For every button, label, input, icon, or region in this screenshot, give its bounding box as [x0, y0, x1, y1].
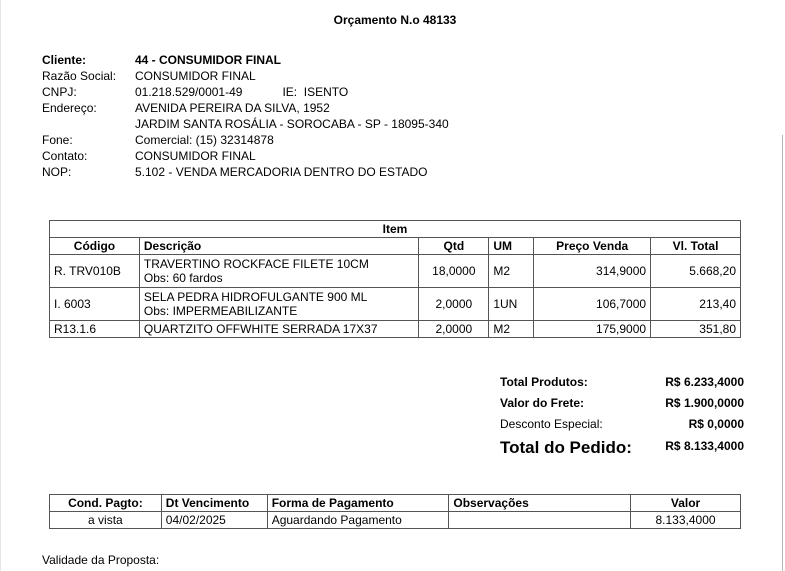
- fone-value: Comercial: (15) 32314878: [135, 133, 274, 147]
- contato-value: CONSUMIDOR FINAL: [135, 149, 256, 163]
- forma-pagamento-header: Forma de Pagamento: [267, 495, 449, 512]
- item-codigo: R. TRV010B: [50, 255, 140, 288]
- col-descricao-header: Descrição: [139, 238, 419, 255]
- item-qtd: 2,0000: [419, 288, 489, 321]
- cliente-label: Cliente:: [42, 53, 87, 67]
- valor-frete-row: [500, 393, 744, 414]
- item-qtd: 18,0000: [419, 255, 489, 288]
- observacoes-header: Observações: [449, 495, 631, 512]
- nop-row: [42, 164, 449, 180]
- totals-block: [500, 372, 744, 461]
- fone-row: [42, 132, 449, 148]
- table-row: [50, 288, 741, 321]
- item-preco: 314,9000: [534, 255, 651, 288]
- cnpj-label: CNPJ:: [42, 85, 77, 99]
- desconto-row: [500, 414, 744, 435]
- item-obs: Obs: 60 fardos: [143, 271, 223, 285]
- nop-label: NOP:: [42, 165, 72, 179]
- col-total-header: Vl. Total: [651, 238, 741, 255]
- razao-label: Razão Social:: [42, 69, 117, 83]
- total-pedido-value: R$ 8.133,4000: [665, 439, 744, 453]
- endereco-label: Endereço:: [42, 101, 97, 115]
- cliente-row: [42, 52, 449, 68]
- item-preco: 106,7000: [534, 288, 651, 321]
- pay-venc: 04/02/2025: [161, 512, 267, 529]
- item-preco: 175,9000: [534, 321, 651, 338]
- items-table: [49, 220, 741, 338]
- vertical-scrollbar[interactable]: [782, 135, 783, 571]
- item-descricao: [139, 288, 419, 321]
- cond-pagto-header: Cond. Pagto:: [50, 495, 162, 512]
- endereco-row: [42, 100, 449, 116]
- item-total: 213,40: [651, 288, 741, 321]
- ie-value: ISENTO: [303, 85, 349, 99]
- item-um: M2: [489, 321, 534, 338]
- item-total: 5.668,20: [651, 255, 741, 288]
- total-pedido-label: Total do Pedido:: [500, 438, 632, 457]
- desconto-value: R$ 0,0000: [688, 417, 744, 431]
- validade-label: Validade da Proposta:: [42, 553, 160, 567]
- valor-frete-label: Valor do Frete:: [500, 396, 585, 410]
- ie-label: IE:: [282, 85, 298, 99]
- item-um: 1UN: [489, 288, 534, 321]
- razao-value: CONSUMIDOR FINAL: [135, 69, 256, 83]
- col-preco-header: Preço Venda: [534, 238, 651, 255]
- col-codigo-header: Código: [50, 238, 140, 255]
- payment-table: [49, 494, 741, 529]
- item-descricao: QUARTZITO OFFWHITE SERRADA 17X37: [139, 321, 419, 338]
- endereco-row-2: [42, 116, 449, 132]
- cliente-value: 44 - CONSUMIDOR FINAL: [135, 53, 282, 67]
- item-codigo: R13.1.6: [50, 321, 140, 338]
- valor-frete-value: R$ 1.900,0000: [665, 396, 744, 410]
- nop-value: 5.102 - VENDA MERCADORIA DENTRO DO ESTADO: [135, 165, 428, 179]
- contato-label: Contato:: [42, 149, 88, 163]
- razao-row: [42, 68, 449, 84]
- cnpj-row: [42, 84, 449, 100]
- col-um-header: UM: [489, 238, 534, 255]
- table-row: [50, 255, 741, 288]
- item-um: M2: [489, 255, 534, 288]
- item-descricao: [139, 255, 419, 288]
- client-info: [42, 52, 449, 180]
- item-descricao-text: TRAVERTINO ROCKFACE FILETE 10CM: [143, 257, 369, 271]
- col-qtd-header: Qtd: [419, 238, 489, 255]
- item-obs: Obs: IMPERMEABILIZANTE: [143, 304, 298, 318]
- fone-label: Fone:: [42, 133, 73, 147]
- endereco-line2: JARDIM SANTA ROSÁLIA - SOROCABA - SP - 18095-340: [135, 117, 449, 131]
- total-produtos-label: Total Produtos:: [500, 375, 588, 389]
- document-title: Orçamento N.o 48133: [333, 13, 457, 27]
- pay-valor: 8.133,4000: [631, 512, 741, 529]
- items-caption: Item: [50, 221, 741, 238]
- page-left-edge: [0, 0, 1, 571]
- item-codigo: I. 6003: [50, 288, 140, 321]
- item-total: 351,80: [651, 321, 741, 338]
- valor-header: Valor: [631, 495, 741, 512]
- table-row: [50, 321, 741, 338]
- desconto-label: Desconto Especial:: [500, 417, 603, 431]
- pay-cond: a vista: [50, 512, 162, 529]
- item-qtd: 2,0000: [419, 321, 489, 338]
- total-produtos-row: [500, 372, 744, 393]
- contato-row: [42, 148, 449, 164]
- cnpj-value: 01.218.529/0001-49: [135, 85, 243, 99]
- dt-vencimento-header: Dt Vencimento: [161, 495, 267, 512]
- total-pedido-row: [500, 435, 744, 461]
- endereco-line1: AVENIDA PEREIRA DA SILVA, 1952: [135, 101, 330, 115]
- pay-forma: Aguardando Pagamento: [267, 512, 449, 529]
- table-row: [50, 512, 741, 529]
- total-produtos-value: R$ 6.233,4000: [665, 375, 744, 389]
- item-descricao-text: SELA PEDRA HIDROFULGANTE 900 ML: [143, 290, 368, 304]
- pay-obs: [449, 512, 631, 529]
